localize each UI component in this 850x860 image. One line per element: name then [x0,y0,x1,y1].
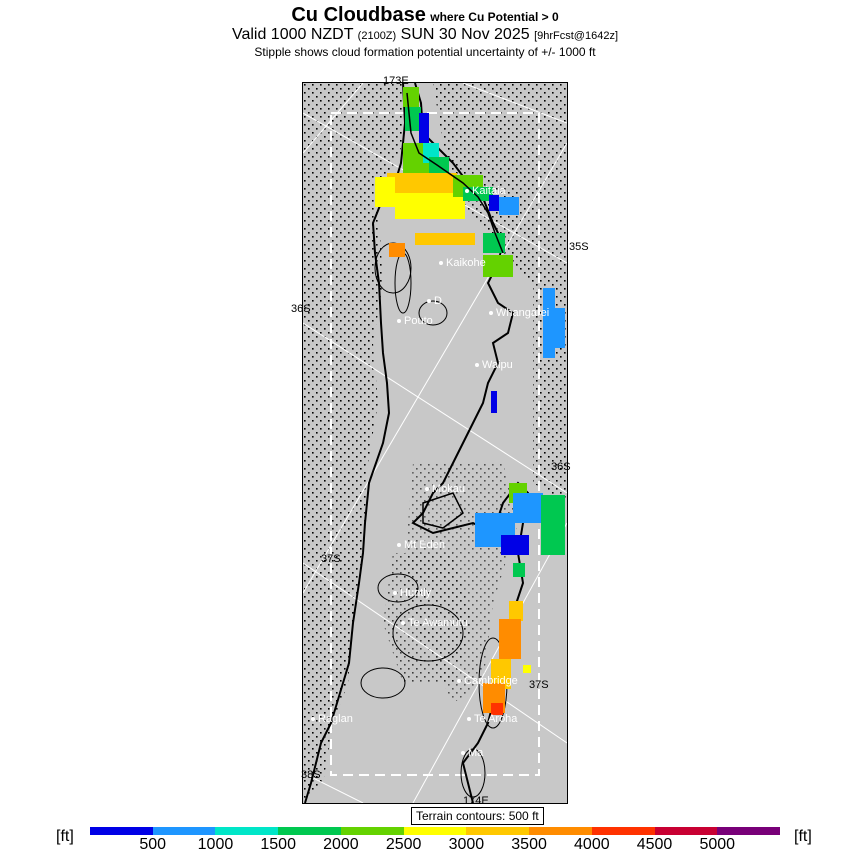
colorbar-swatch [592,827,655,835]
town-te-aroha: Te Aroha [467,713,517,725]
colorbar-tick-label: 5000 [699,836,736,853]
colorbar-tick-label: 3500 [511,836,547,853]
utc-time: (2100Z) [357,30,397,42]
valid-prefix: Valid 1000 NZDT [231,26,354,43]
town-dot-icon [425,487,429,491]
town-dot-icon [467,717,471,721]
town-dot-icon [393,591,397,595]
town-dot-icon [457,679,461,683]
colorbar-tick-label: 3000 [448,836,485,853]
town-pouto: Pouto [397,315,433,327]
colorbar-tick-label: 500 [139,836,167,853]
colorbar-tick-label: 1000 [197,836,234,853]
town-dot-icon [461,751,465,755]
town-te-awamutu: Te Awamutu [401,617,468,629]
valid-date: SUN 30 Nov 2025 [400,26,530,43]
colorbar-swatch [717,827,780,835]
valid-time-line [0,26,850,44]
map-panel [291,75,589,807]
label-38s-left: 38S [301,769,321,781]
colorbar-swatch [90,827,153,835]
colorbar [90,827,780,835]
label-36s-right: 36S [551,461,571,473]
label-174e: 174E [463,795,489,807]
colorbar-swatch [655,827,718,835]
town-dot-icon [427,299,431,303]
colorbar-swatch [529,827,592,835]
town-kaikohe: Kaikohe [439,257,486,269]
map-canvas [303,83,567,803]
colorbar-tick-label: 2000 [323,836,359,853]
colorbar-tick-label: 1500 [260,836,296,853]
town-dot-icon [397,543,401,547]
colorbar-tick-label: 4500 [636,836,673,853]
town-huntly: Huntly [393,587,431,599]
colorbar-ticks [0,836,850,856]
subtitle: Stipple shows cloud formation potential uncertainty of +/- 1000 ft [254,45,596,59]
colorbar-unit-right: [ft] [794,828,812,845]
town-waipu: Waipu [475,359,513,371]
colorbar-swatch [404,827,467,835]
label-37s-left: 37S [321,553,341,565]
town-mokau: Mokau [425,483,465,495]
forecast-info: [9hrFcst@1642z] [534,30,619,42]
colorbar-swatch [341,827,404,835]
colorbar-tick-label: 4000 [574,836,610,853]
town-cambridge: Cambridge [457,675,518,687]
town-dot-icon [397,319,401,323]
town-dot-icon [465,189,469,193]
label-35s-right: 35S [569,241,589,253]
town-dot-icon [401,621,405,625]
label-36s-left: 36S [291,303,311,315]
colorbar-swatch [153,827,216,835]
colorbar-swatch [215,827,278,835]
town-dot-icon [311,717,315,721]
label-37s-right: 37S [529,679,549,691]
town-whangarei: Whangarei [489,307,549,319]
town-d: D [427,295,442,307]
title-main: Cu Cloudbase [291,4,426,26]
colorbar-swatch [278,827,341,835]
town-dot-icon [489,311,493,315]
chart-title [0,4,850,27]
colorbar-swatch [466,827,529,835]
town-auckland: Mt Eden [397,539,445,551]
town-ma: Ma [461,747,483,759]
colorbar-unit-left: [ft] [56,828,74,845]
town-kaitaia: Kaitaia [465,185,506,197]
town-raglan: Raglan [311,713,353,725]
title-suffix: where Cu Potential > 0 [430,10,559,24]
town-dot-icon [475,363,479,367]
label-173e: 173E [383,75,409,87]
colorbar-tick-label: 2500 [385,836,422,853]
terrain-contours-note: Terrain contours: 500 ft [411,807,544,825]
town-dot-icon [439,261,443,265]
